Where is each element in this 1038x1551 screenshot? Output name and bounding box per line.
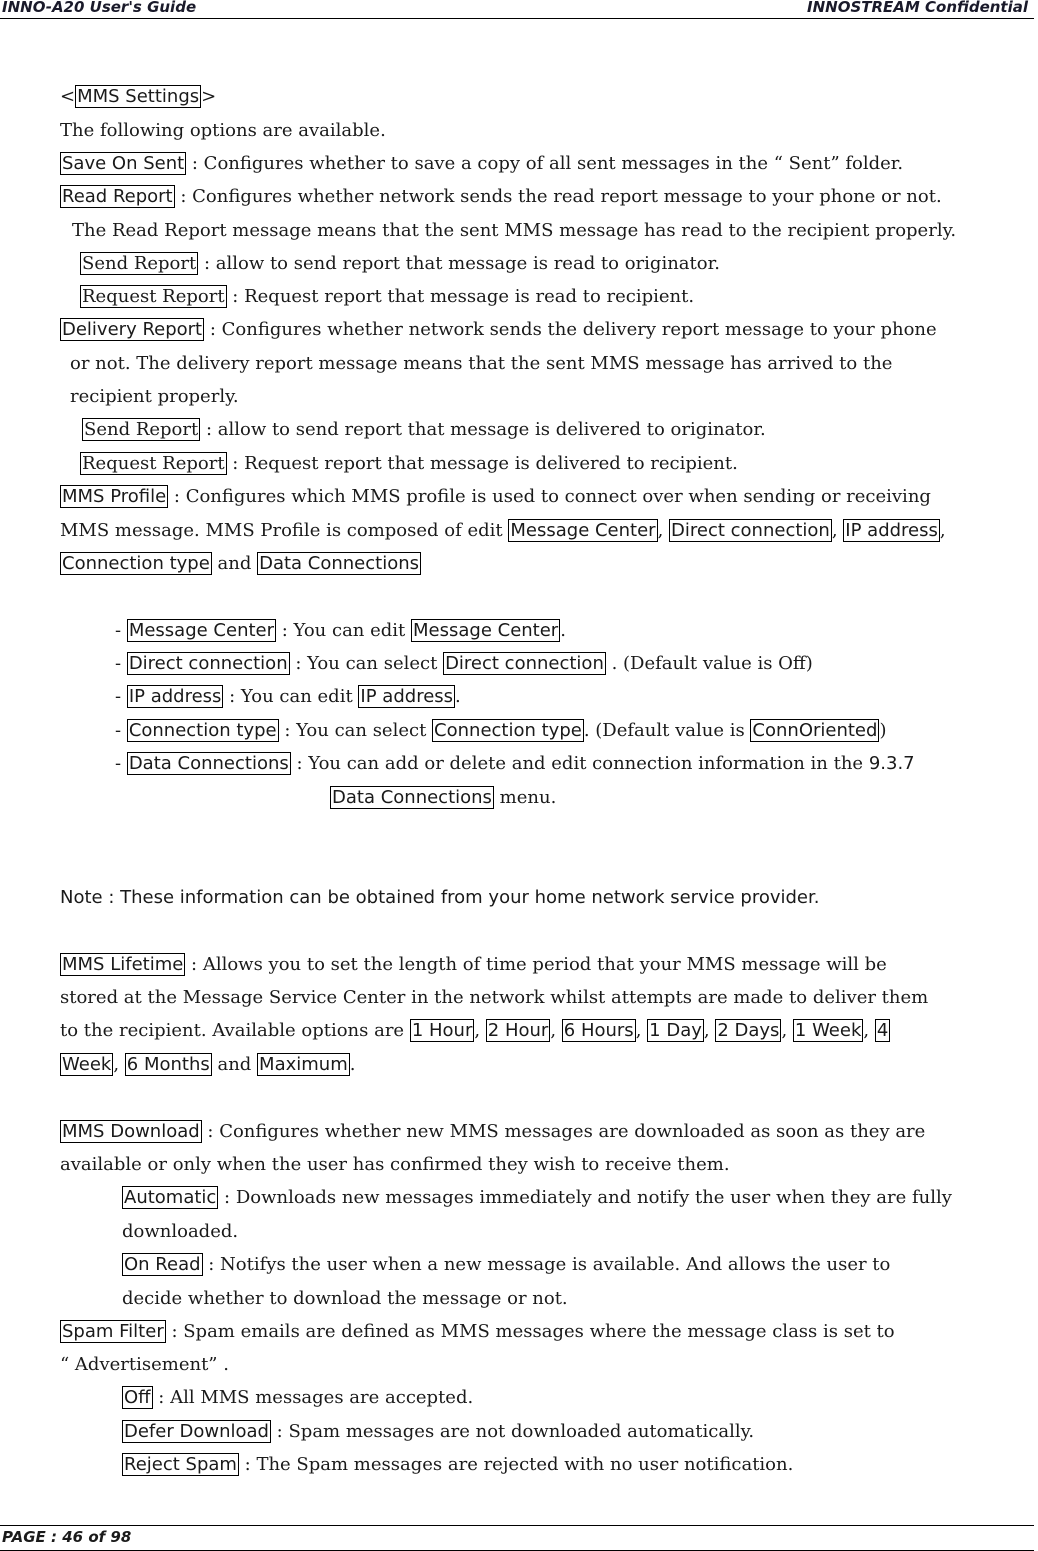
ref-direct-connection: Direct connection (671, 520, 830, 541)
profile-item-message-center: - Message Center : You can edit Message Center . (115, 620, 566, 641)
profile-item-direct-connection: - Direct connection : You can select Direct connection . (Default value is Off) (115, 653, 813, 674)
mms-download-desc2: available or only when the user has confirmed they wish to receive them. (60, 1154, 730, 1175)
profile-item-data-connections-cont: Data Connections menu. (332, 787, 557, 808)
mms-lifetime-desc2: stored at the Message Service Center in the network whilst attempts are made to deliver them (60, 987, 929, 1008)
download-onread-row: On Read : Notifys the user when a new message is available. And allows the user to (124, 1254, 891, 1275)
mms-lifetime-key: MMS Lifetime (62, 954, 184, 975)
read-report-row: Read Report : Configures whether network sends the read report message to your phone or not. (62, 186, 942, 207)
download-automatic-desc2: downloaded. (122, 1221, 239, 1242)
read-request-report-row: Request Report : Request report that message is read to recipient. (82, 286, 695, 307)
ref-data-connections: Data Connections (259, 553, 420, 574)
read-report-key: Read Report (62, 186, 173, 207)
delivery-send-report-key: Send Report (84, 419, 199, 440)
read-request-report-key: Request Report (82, 286, 225, 307)
delivery-send-report-row: Send Report : allow to send report that message is delivered to originator. (84, 419, 766, 440)
spam-filter-row: Spam Filter : Spam emails are defined as MMS messages where the message class is set to (62, 1321, 895, 1342)
ref-ip-address: IP address (845, 520, 938, 541)
note: Note : These information can be obtained from your home network service provider. (60, 887, 820, 908)
delivery-request-report-row: Request Report : Request report that message is delivered to recipient. (82, 453, 738, 474)
mms-profile-key: MMS Profile (62, 486, 167, 507)
page-number: PAGE : 46 of 98 (2, 1528, 132, 1546)
ref-message-center: Message Center (510, 520, 656, 541)
page-footer (0, 1525, 1034, 1551)
delivery-report-row: Delivery Report : Configures whether network sends the delivery report message to your phone (62, 319, 937, 340)
delivery-report-key: Delivery Report (62, 319, 203, 340)
title-label: MMS Settings (77, 86, 200, 107)
mms-profile-row: MMS Profile : Configures which MMS profile is used to connect over when sending or receiving (62, 486, 931, 507)
section-title: < MMS Settings > (60, 86, 217, 107)
section-ref-link: 9.3.7 (868, 753, 915, 774)
intro-text: The following options are available. (60, 120, 386, 141)
profile-item-connection-type: - Connection type : You can select Connection type . (Default value is ConnOriented ) (115, 720, 887, 741)
delivery-report-desc2: or not. The delivery report message means that the sent MMS message has arrived to the (70, 353, 893, 374)
download-onread-desc2: decide whether to download the message or not. (122, 1288, 568, 1309)
spam-defer-row: Defer Download : Spam messages are not downloaded automatically. (124, 1421, 755, 1442)
spam-filter-desc2: “ Advertisement” . (60, 1354, 229, 1375)
download-automatic-row: Automatic : Downloads new messages immediately and notify the user when they are fully (124, 1187, 952, 1208)
mms-download-key: MMS Download (62, 1121, 200, 1142)
header-doc-title: INNO-A20 User's Guide (2, 0, 197, 16)
header-confidential: INNOSTREAM Confidential (807, 0, 1028, 16)
spam-off-row: Off : All MMS messages are accepted. (124, 1387, 474, 1408)
mms-download-row: MMS Download : Configures whether new MMS messages are downloaded as soon as they are (62, 1121, 926, 1142)
read-send-report-key: Send Report (82, 253, 197, 274)
spam-filter-key: Spam Filter (62, 1321, 164, 1342)
save-on-sent-key: Save On Sent (62, 153, 185, 174)
profile-item-data-connections: - Data Connections : You can add or delete and edit connection information in the 9.3.7 (115, 753, 915, 774)
page-header (0, 0, 1034, 19)
mms-profile-composition-2: Connection type and Data Connections (62, 553, 420, 574)
spam-reject-row: Reject Spam : The Spam messages are rejected with no user notification. (124, 1454, 794, 1475)
mms-lifetime-row: MMS Lifetime : Allows you to set the length of time period that your MMS message will be (62, 954, 887, 975)
ref-connection-type: Connection type (62, 553, 210, 574)
delivery-report-desc3: recipient properly. (70, 386, 239, 407)
read-report-desc: The Read Report message means that the sent MMS message has read to the recipient properly. (72, 220, 957, 241)
save-on-sent-row: Save On Sent : Configures whether to save a copy of all sent messages in the “ Sent” folder. (62, 153, 904, 174)
mms-lifetime-options: to the recipient. Available options are 1 Hour , 2 Hour , 6 Hours , 1 Day , 2 Days , 1 Week , 4 (60, 1020, 889, 1041)
mms-profile-composition: MMS message. MMS Profile is composed of edit Message Center , Direct connection , IP address , (60, 520, 946, 541)
read-send-report-row: Send Report : allow to send report that message is read to originator. (82, 253, 720, 274)
delivery-request-report-key: Request Report (82, 453, 225, 474)
mms-lifetime-options-2: Week , 6 Months and Maximum . (62, 1054, 356, 1075)
profile-item-ip-address: - IP address : You can edit IP address . (115, 686, 461, 707)
